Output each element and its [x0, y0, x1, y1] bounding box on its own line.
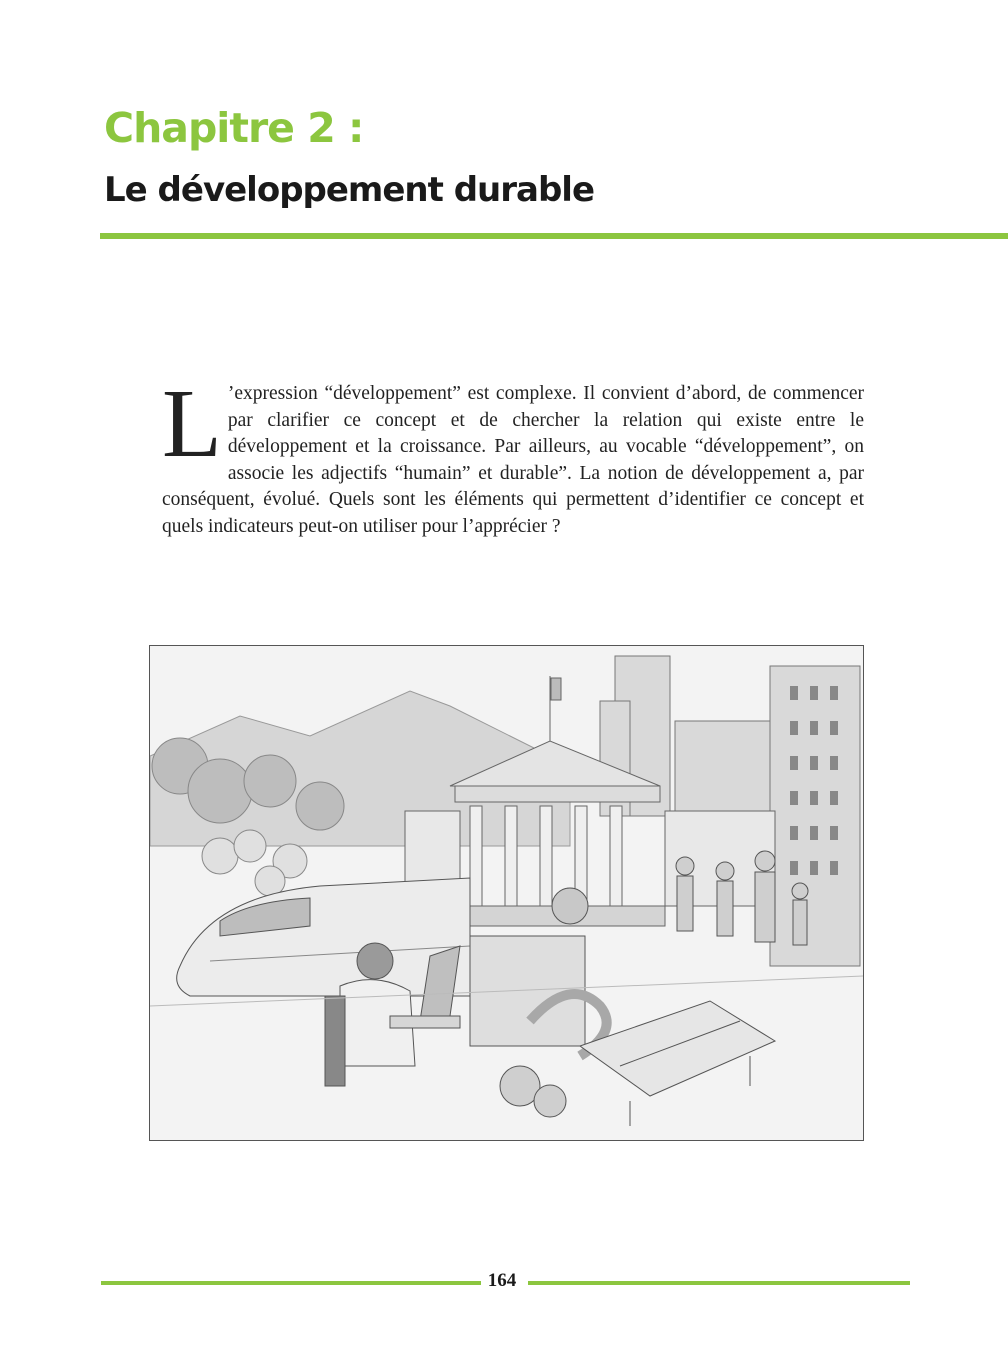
- page-number: 164: [487, 1270, 517, 1291]
- intro-paragraph: [162, 370, 864, 540]
- footer-rule-right: [528, 1281, 910, 1285]
- drop-cap: L: [162, 370, 222, 478]
- intro-text: ’expression “développement” est complexe. Il convient d’abord, de commencer par clarifier ce concept et de chercher la relation qui existe entre le développement et la croissance. Par ailleurs, au vocable “développement”, on associe les adjectifs “humain” et durable”. La notion de développement a, par conséquent, évolué. Quels sont les éléments qui permettent d’identifier ce concept et quels indicateurs peut-on utiliser pour l’apprécier ?: [162, 383, 864, 537]
- illustration-sustainable-city: [149, 645, 864, 1141]
- chapter-title: Le développement durable: [104, 170, 595, 210]
- footer-rule-left: [101, 1281, 481, 1285]
- chapter-label: Chapitre 2 :: [104, 104, 364, 152]
- title-divider: [100, 233, 1008, 239]
